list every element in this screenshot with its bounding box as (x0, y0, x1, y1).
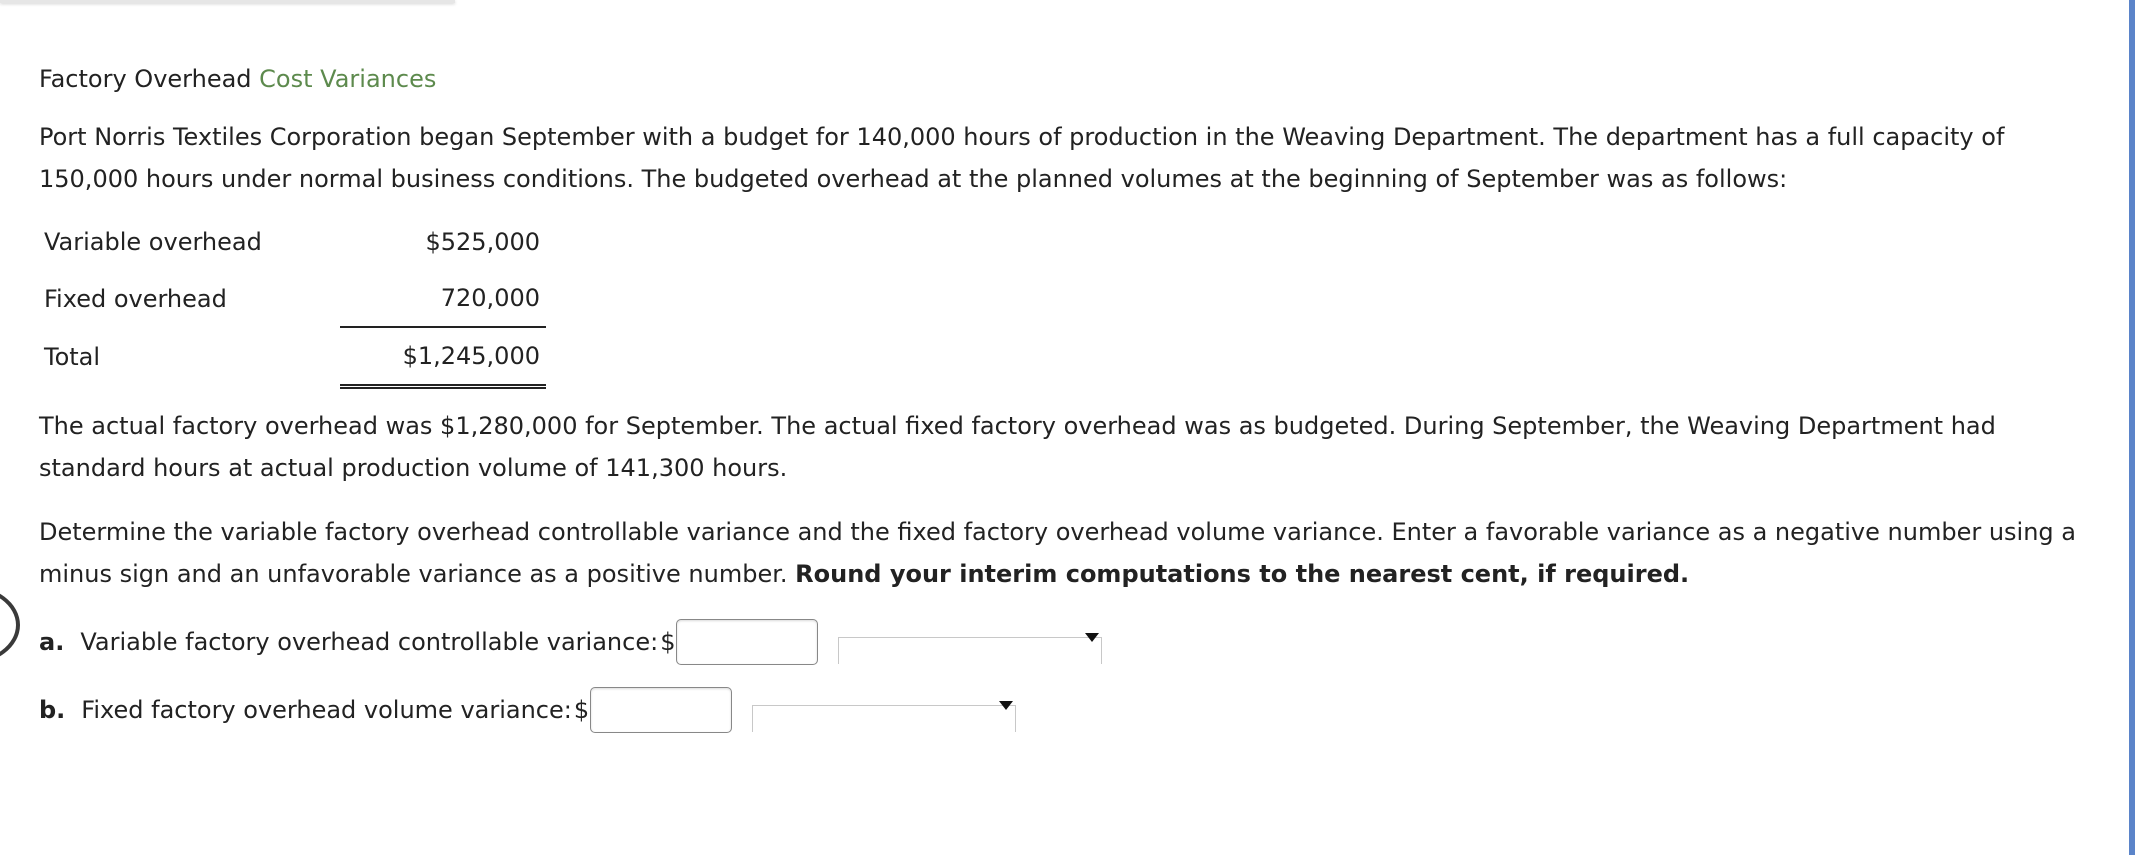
budget-table (44, 214, 546, 389)
controllable-variance-input[interactable] (676, 619, 818, 665)
table-row (44, 214, 546, 270)
volume-variance-select-wrap (752, 695, 1016, 725)
question-letter: b. (39, 696, 66, 724)
cursor-focus-ring (0, 585, 20, 665)
question-a (39, 617, 2079, 667)
volume-variance-input[interactable] (590, 687, 732, 733)
instructions-bold: Round your interim computations to the nearest cent, if required. (795, 560, 1690, 588)
instructions-paragraph (39, 511, 2079, 595)
topic-link[interactable]: Cost Variances (259, 65, 437, 93)
scrollbar[interactable] (2129, 0, 2135, 855)
page-title (39, 62, 2079, 96)
controllable-variance-select-wrap (838, 627, 1102, 657)
controllable-variance-select[interactable] (838, 637, 1102, 664)
top-panel-edge (0, 0, 455, 3)
table-row (44, 270, 546, 327)
row-label: Total (44, 342, 101, 371)
row-amount: 720,000 (340, 270, 546, 327)
table-row (44, 327, 546, 387)
intro-paragraph: Port Norris Textiles Corporation began September with a budget for 140,000 hours of production in the Weaving Department. The department has a full capacity of 150,000 hours under normal business conditions. The budgeted overhead at the planned volumes at the beginning of September was as follows: (39, 123, 2005, 193)
instructions-text: Determine the variable factory overhead controllable variance and the fixed factory overhead volume variance. Enter a favorable variance as a negative number using a minus sign and an unfavorable variance as a positive number. (39, 518, 2076, 588)
row-label: Variable overhead (44, 228, 262, 256)
problem-content (39, 62, 2079, 753)
title-prefix: Factory Overhead (39, 65, 252, 93)
actual-paragraph: The actual factory overhead was $1,280,000 for September. The actual fixed factory overhead was as budgeted. During September, the Weaving Department had standard hours at actual production volume of 141,300 hours. (39, 412, 1996, 482)
question-letter: a. (39, 628, 65, 656)
row-label: Fixed overhead (44, 284, 227, 313)
currency-symbol: $ (660, 628, 676, 656)
question-b (39, 685, 2079, 735)
row-amount: $525,000 (425, 228, 540, 256)
currency-symbol: $ (573, 696, 590, 724)
row-amount: $1,245,000 (340, 327, 546, 387)
question-label: Variable factory overhead controllable variance: (80, 628, 659, 656)
volume-variance-select[interactable] (752, 705, 1016, 732)
question-label: Fixed factory overhead volume variance: (81, 696, 572, 724)
